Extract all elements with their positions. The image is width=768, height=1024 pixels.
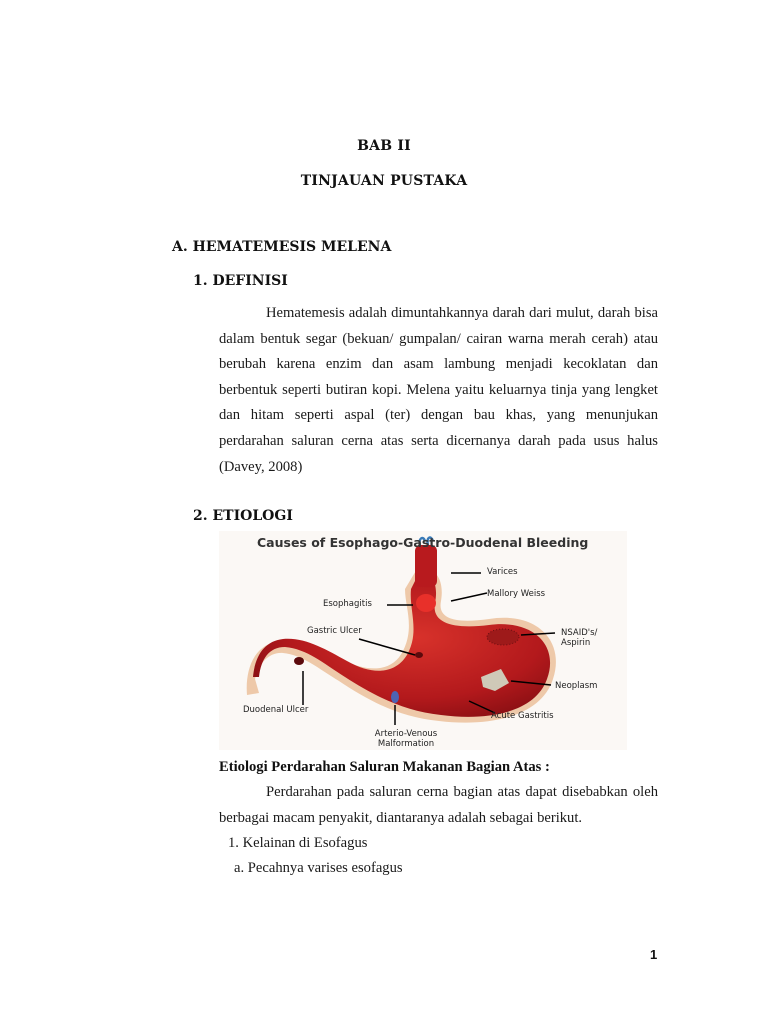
chapter-title: TINJAUAN PUSTAKA: [300, 173, 468, 189]
page-number: 1: [650, 947, 658, 962]
label-duodenal-ulcer: Duodenal Ulcer: [243, 705, 309, 715]
figure-caption: Etiologi Perdarahan Saluran Makanan Bagian Atas :: [219, 759, 550, 775]
label-gastric-ulcer: Gastric Ulcer: [307, 626, 362, 636]
label-mallory-weiss: Mallory Weiss: [487, 589, 546, 599]
list-item-1a: a. Pecahnya varises esofagus: [234, 860, 403, 876]
label-varices: Varices: [487, 567, 518, 577]
definisi-paragraph: Hematemesis adalah dimuntahkannya darah dari mulut, darah bisa dalam bentuk segar (bekuan/ gumpalan/ cairan warna merah cerah) atau berubah karena enzim dan asam lambung menjadi kecoklatan dan berbentuk seperti butiran kopi. Melena yaitu keluarnya tinja yang lengket dan hitam seperti aspal (ter) dengan bau khas, yang menunjukan perdarahan saluran cerna atas serta dicernanya darah pada usus halus (Davey, 2008): [219, 305, 658, 475]
label-aspirin: Aspirin: [561, 638, 591, 648]
label-esophagitis: Esophagitis: [323, 599, 372, 609]
stomach-figure: [219, 531, 627, 750]
etiologi-paragraph: Perdarahan pada saluran cerna bagian atas dapat disebabkan oleh berbagai macam penyakit, diantaranya adalah sebagai berikut.: [219, 784, 658, 826]
subsection-definisi: 1. DEFINISI: [193, 273, 288, 289]
chapter-number: BAB II: [357, 138, 411, 154]
label-malformation: Malformation: [377, 739, 435, 749]
subsection-etiologi: 2. ETIOLOGI: [193, 508, 293, 524]
label-nsaids: NSAID's/: [561, 628, 598, 638]
label-acute-gastritis: Acute Gastritis: [491, 711, 554, 721]
list-item-1: 1. Kelainan di Esofagus: [228, 835, 368, 851]
section-heading: A. HEMATEMESIS MELENA: [172, 239, 392, 255]
label-neoplasm: Neoplasm: [555, 681, 598, 691]
figure-title: Causes of Esophago-Gastro-Duodenal Bleeding: [257, 535, 589, 550]
label-arterio-venous: Arterio-Venous: [374, 729, 438, 739]
